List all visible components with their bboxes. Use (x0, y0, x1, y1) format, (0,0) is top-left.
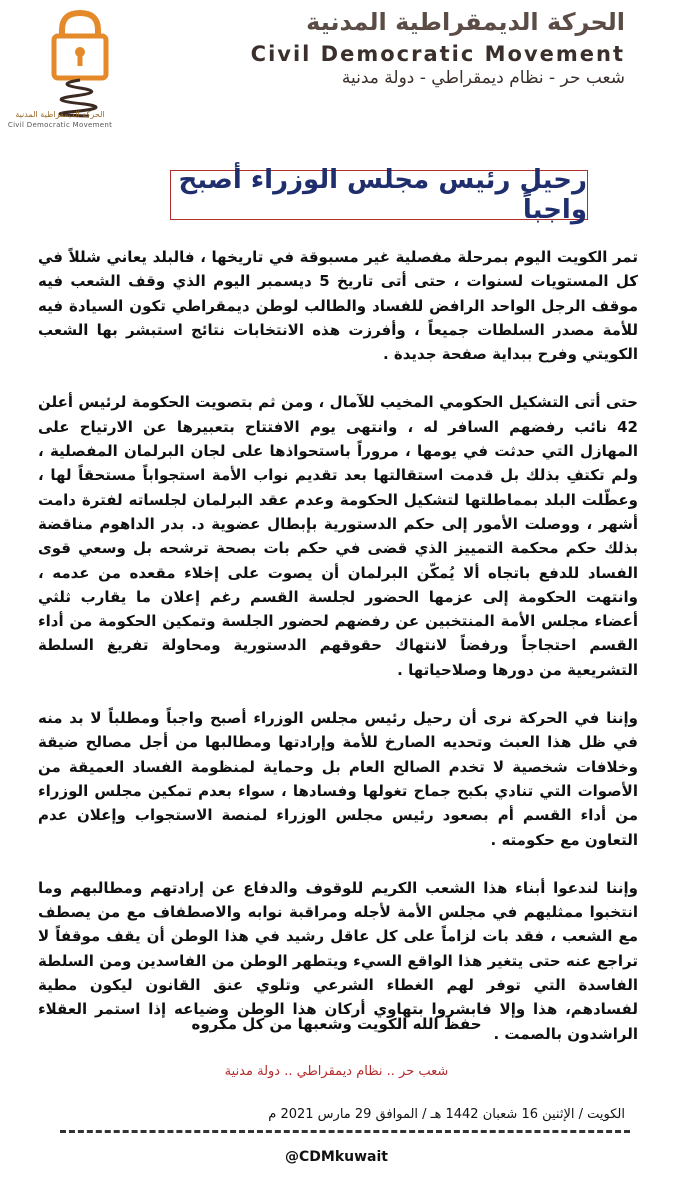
statement-body (38, 245, 638, 1070)
paragraph: حتى أتى التشكيل الحكومي المخيب للآمال ، ومن ثم بتصويت الحكومة لرئيس أعلن 42 نائب رفضهم السافر له ، وانتهى يوم الافتتاح بتعبيرها عن الارتياح على المهازل التي حدثت في يومها ، مروراً باستحواذها على لجان البرلمان المفصلية ، ولم تكتفِ بذلك بل قدمت استقالتها بعد تقديم نواب الأمة استجواباً مستحقاً لها ، وعطّلت البلد بمماطلتها لتشكيل الحكومة وعدم عقد البرلمان لجلساته لفترة دامت أشهر ، ووصلت الأمور إلى حكم الدستورية بإبطال عضوية د. بدر الداهوم مناقضة بذلك حكم محكمة التمييز الذي قضى في حكم بات بصحة ترشحه بل وسعي قوى الفساد للدفع باتجاه ألا يُمكّن البرلمان أن يصوت على إخلاء مقعده من عدمه ، وانتهت الحكومة إلى عزمها الحضور لجلسة القسم رغم إعلان ما يقارب ثلثي أعضاء مجلس الأمة المنتخبين عن رفضهم لحضور الجلسة وتمكين الحكومة من أداء القسم احتجاجاً ورفضاً لانتهاك حقوقهم الدستورية ومحاولة تفريغ السلطة التشريعية من دورها وصلاحياتها . (38, 393, 638, 679)
title-box (170, 165, 588, 225)
footer-slogan: شعب حر .. نظام ديمقراطي .. دولة مدنية (224, 1064, 449, 1079)
org-name-arabic: الحركة الديمقراطية المدنية (306, 8, 625, 36)
logo-caption-ar: الحركة الديمقراطية المدنية (15, 110, 105, 119)
paragraph: تمر الكويت اليوم بمرحلة مفصلية غير مسبوقة في تاريخها ، فالبلد يعاني شللاً في كل المستويات لسنوات ، حتى أتى تاريخ 5 ديسمبر اليوم الذي وقف الشعب فيه موقف الرجل الواحد الرافض للفساد والطالب لوطن ديمقراطي تكون السيادة فيه للأمة مصدر السلطات جميعاً ، وأفرزت هذه الانتخابات نتائج استبشر بها الشعب الكويتي وفرح ببداية صفحة جديدة . (38, 248, 638, 364)
letterhead (0, 0, 673, 140)
paragraph: وإننا لندعوا أبناء هذا الشعب الكريم للوقوف والدفاع عن إرادتهم ومطالبهم وما انتخبوا ممثليهم في مجلس الأمة لأجله ومراقبة نوابه والاصطفاف مع من يصطف مع الشعب ، فقد بات لزاماً على كل عاقل رشيد في هذا الوطن أن يقف موقفاً لا تراجع عنه حتى يتغير هذا الواقع السيء ويتطهر الوطن من الفاسدين ومن السلطة الفاسدة التي توفر لهم الغطاء الشرعي وتلوي عنق القانون ليكون مطية لفسادهم، هذا وإلا فابشروا بتهاوي أركان هذا الوطن وضياعه إذا استمر العقلاء الراشدون بالصمت . (38, 878, 638, 1043)
statement-title: رحيل رئيس مجلس الوزراء أصبح واجباً (178, 165, 587, 225)
logo-caption-en: Civil Democratic Movement (7, 121, 113, 129)
paragraph: وإننا في الحركة نرى أن رحيل رئيس مجلس الوزراء أصبح واجباً ومطلباً لا بد منه في ظل هذا العبث وتحديه الصارخ للأمة وإرادتها ومطالبها من أجل مصالح ضيقة وخلافات شخصية لا تخدم الصالح العام بل وحماية لمنظومة الفساد العميقة من الأصوات التي تنادي بكبح جماح تغولها وفسادها ، سواء بعدم تمكين مجلس الوزراء من أداء القسم أم بصعود رئيس مجلس الوزراء لمنصة الاستجواب وإعلان عدم التعاون مع حكومته . (38, 709, 638, 849)
org-name-english: Civil Democratic Movement (250, 42, 625, 66)
header-slogan: شعب حر - نظام ديمقراطي - دولة مدنية (341, 68, 625, 88)
twitter-handle: @CDMkuwait (285, 1149, 388, 1165)
dashed-divider (60, 1130, 630, 1133)
closing-prayer: حفظ الله الكويت وشعبها من كل مكروه (191, 1015, 482, 1033)
date-line: الكويت / الإثنين 16 شعبان 1442 هـ / الموافق 29 مارس 2021 م (268, 1107, 625, 1122)
